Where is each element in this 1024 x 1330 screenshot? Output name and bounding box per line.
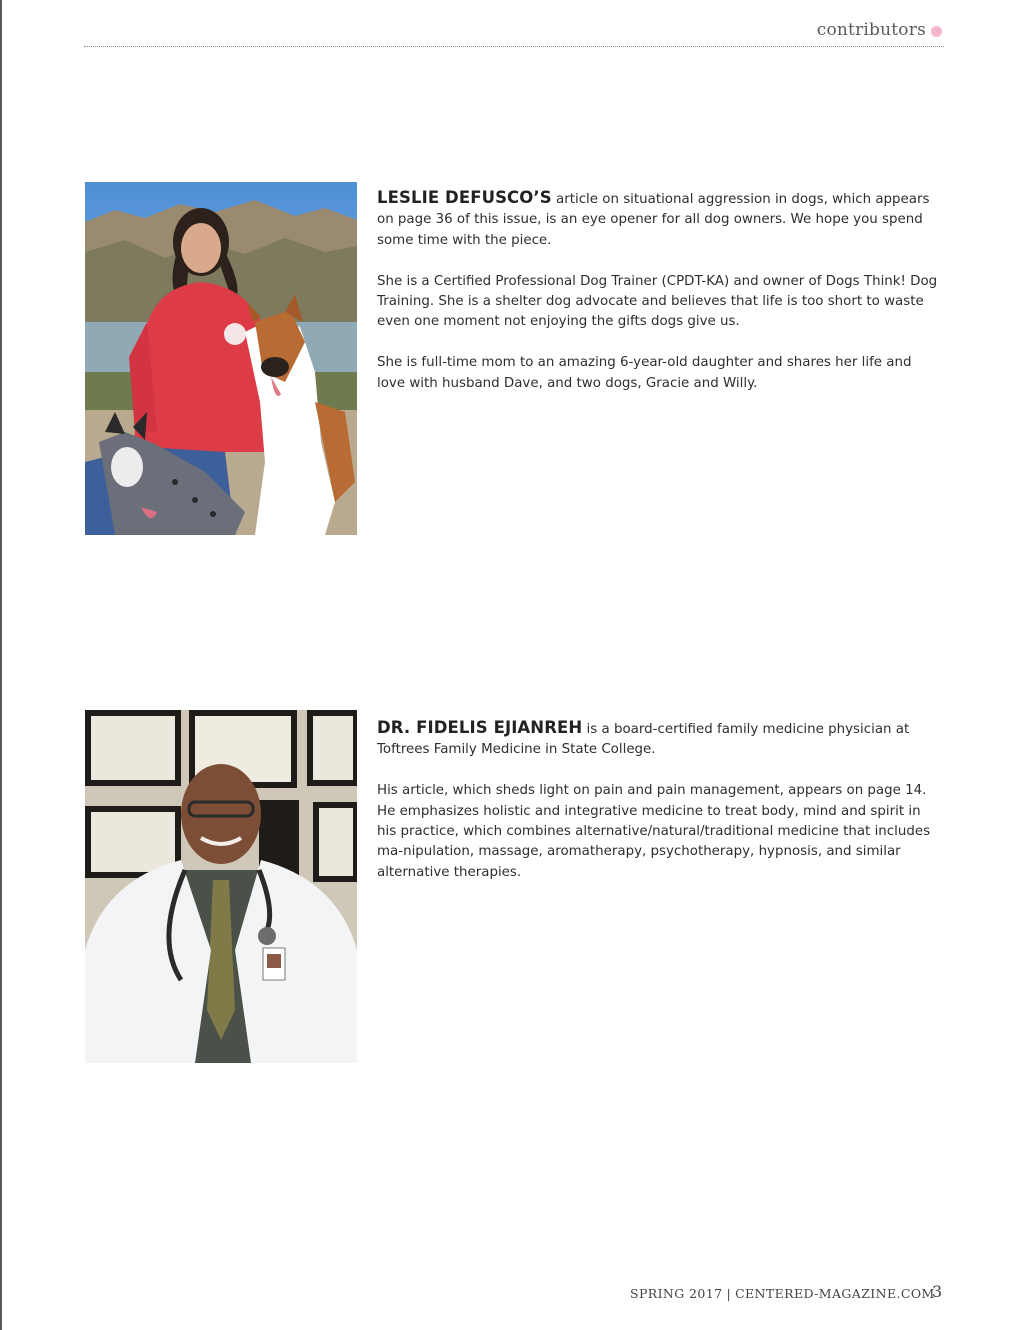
contributor-bio-fidelis bbox=[377, 718, 939, 904]
bio-paragraph: She is a Certified Professional Dog Trainer (CPDT-KA) and owner of Dogs Think! Dog Training. She is a shelter dog advocate and believes that life is too short to waste even one moment not enjoying the gifts dogs give us. bbox=[377, 273, 938, 330]
bio-intro-text: is a board-certified family medicine physician at Toftrees Family Medicine in State College. bbox=[377, 722, 910, 758]
bio-intro bbox=[377, 188, 939, 251]
page-footer bbox=[630, 1286, 935, 1301]
contributor-name: DR. FIDELIS EJIANREH bbox=[377, 718, 583, 737]
doctor-portrait-photo bbox=[85, 710, 357, 1063]
bio-paragraph: His article, which sheds light on pain and pain management, appears on page 14. He emphasizes holistic and integrative medicine to treat body, mind and spirit in his practice, which combines alternative/natural/traditional medicine that includes ma-nipulation, massage, aromatherapy, psychotherapy, hypnosis, and similar alternative therapies. bbox=[377, 783, 931, 880]
page-header bbox=[84, 18, 944, 47]
page-edge bbox=[0, 0, 2, 1330]
contributor-photo-leslie bbox=[85, 182, 357, 535]
contributor-photo-fidelis bbox=[85, 710, 357, 1063]
contributor-name: LESLIE DEFUSCO’S bbox=[377, 188, 552, 207]
contributor-bio-leslie bbox=[377, 188, 939, 414]
bio-intro-text: article on situational aggression in dogs, which appears on page 36 of this issue, is an eye opener for all dog owners. We hope you spend some time with the piece. bbox=[377, 192, 930, 248]
website-label: CENTERED-MAGAZINE.COM bbox=[735, 1286, 935, 1301]
page-number: 3 bbox=[932, 1282, 943, 1301]
issue-label: SPRING 2017 bbox=[630, 1286, 723, 1301]
footer-separator: | bbox=[726, 1286, 732, 1301]
pink-dot-icon bbox=[931, 26, 942, 37]
section-label: contributors bbox=[816, 20, 926, 40]
woman-with-dogs-photo bbox=[85, 182, 357, 535]
bio-intro bbox=[377, 718, 939, 761]
bio-paragraph: She is full-time mom to an amazing 6-year-old daughter and shares her life and love with husband Dave, and two dogs, Gracie and Willy. bbox=[377, 355, 912, 391]
